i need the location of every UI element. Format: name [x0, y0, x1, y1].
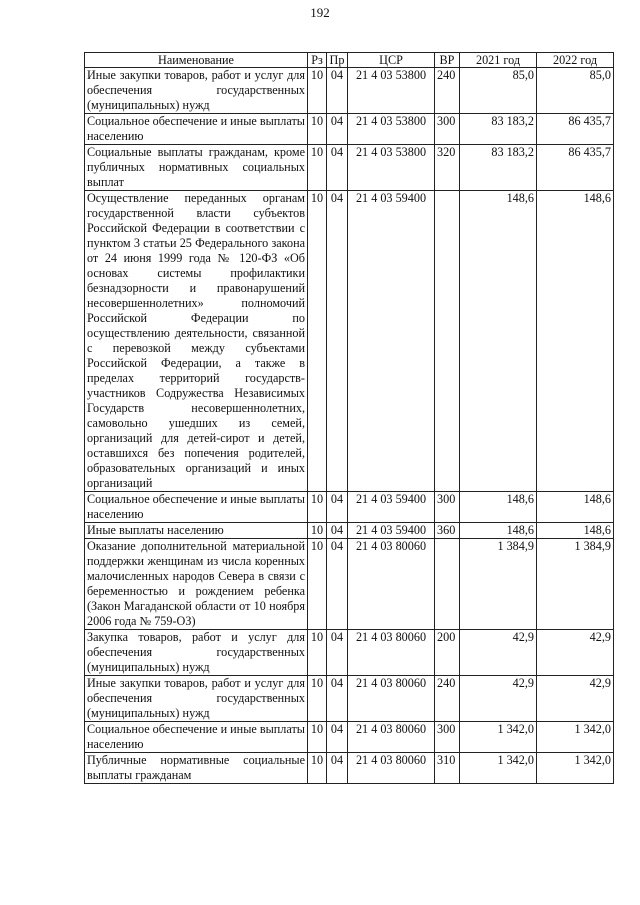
- table-row: [85, 68, 614, 114]
- header-rz: Рз: [308, 53, 327, 68]
- row-2021: 1 384,9: [460, 539, 537, 630]
- row-rz: 10: [308, 722, 327, 753]
- budget-table: [84, 52, 614, 784]
- row-pr: 04: [327, 492, 348, 523]
- row-pr: 04: [327, 676, 348, 722]
- row-name: Осуществление переданных органам государственной власти субъектов Российской Федерации в соответствии с пунктом 3 статьи 25 Федерального закона от 24 июня 1999 года № 120-ФЗ «Об основах системы профилактики безнадзорности и правонарушений несовершеннолетних» полномочий Российской Федерации по осуществлению деятельности, связанной с перевозкой между субъектами Российской Федерации, а также в пределах территорий государств-участников Содружества Независимых Государств несовершеннолетних, самовольно ушедших из семей, организаций для детей-сирот и детей, оставшихся без попечения родителей, образовательных организаций и иных организаций: [85, 191, 308, 492]
- row-rz: 10: [308, 630, 327, 676]
- table-row: [85, 114, 614, 145]
- row-pr: 04: [327, 630, 348, 676]
- row-vr: 310: [435, 753, 460, 784]
- row-2021: 1 342,0: [460, 753, 537, 784]
- header-csr: ЦСР: [348, 53, 435, 68]
- row-2021: 148,6: [460, 492, 537, 523]
- row-pr: 04: [327, 68, 348, 114]
- row-csr: 21 4 03 80060: [348, 539, 435, 630]
- row-pr: 04: [327, 191, 348, 492]
- row-name: Социальное обеспечение и иные выплаты населению: [85, 722, 308, 753]
- row-2022: 42,9: [537, 676, 614, 722]
- row-csr: 21 4 03 59400: [348, 492, 435, 523]
- row-name: Иные выплаты населению: [85, 523, 308, 539]
- table-row: [85, 676, 614, 722]
- row-csr: 21 4 03 80060: [348, 722, 435, 753]
- row-name: Социальное обеспечение и иные выплаты населению: [85, 114, 308, 145]
- row-2021: 148,6: [460, 191, 537, 492]
- row-vr: [435, 191, 460, 492]
- table-row: [85, 539, 614, 630]
- row-csr: 21 4 03 80060: [348, 753, 435, 784]
- row-pr: 04: [327, 114, 348, 145]
- row-2021: 42,9: [460, 630, 537, 676]
- row-rz: 10: [308, 492, 327, 523]
- row-rz: 10: [308, 145, 327, 191]
- row-name: Социальные выплаты гражданам, кроме публичных нормативных социальных выплат: [85, 145, 308, 191]
- row-2022: 1 342,0: [537, 753, 614, 784]
- row-rz: 10: [308, 114, 327, 145]
- row-csr: 21 4 03 59400: [348, 523, 435, 539]
- row-vr: 300: [435, 492, 460, 523]
- row-name: Оказание дополнительной материальной поддержки женщинам из числа коренных малочисленных народов Севера в связи с беременностью и рождением ребенка (Закон Магаданской области от 10 ноября 2006 года № 759-ОЗ): [85, 539, 308, 630]
- row-vr: 240: [435, 68, 460, 114]
- row-pr: 04: [327, 753, 348, 784]
- row-rz: 10: [308, 68, 327, 114]
- row-rz: 10: [308, 191, 327, 492]
- table-row: [85, 753, 614, 784]
- row-name: Иные закупки товаров, работ и услуг для обеспечения государственных (муниципальных) нужд: [85, 676, 308, 722]
- row-name: Иные закупки товаров, работ и услуг для обеспечения государственных (муниципальных) нужд: [85, 68, 308, 114]
- row-name: Публичные нормативные социальные выплаты гражданам: [85, 753, 308, 784]
- row-2022: 148,6: [537, 191, 614, 492]
- table-header-row: [85, 53, 614, 68]
- row-2021: 1 342,0: [460, 722, 537, 753]
- row-rz: 10: [308, 676, 327, 722]
- row-csr: 21 4 03 53800: [348, 68, 435, 114]
- row-csr: 21 4 03 59400: [348, 191, 435, 492]
- row-2022: 86 435,7: [537, 145, 614, 191]
- row-rz: 10: [308, 523, 327, 539]
- row-2022: 1 384,9: [537, 539, 614, 630]
- row-vr: 320: [435, 145, 460, 191]
- row-2021: 83 183,2: [460, 145, 537, 191]
- row-rz: 10: [308, 753, 327, 784]
- row-pr: 04: [327, 523, 348, 539]
- table-row: [85, 630, 614, 676]
- row-vr: 200: [435, 630, 460, 676]
- table-row: [85, 523, 614, 539]
- row-2021: 83 183,2: [460, 114, 537, 145]
- row-pr: 04: [327, 145, 348, 191]
- row-vr: 300: [435, 114, 460, 145]
- table-row: [85, 722, 614, 753]
- row-csr: 21 4 03 53800: [348, 145, 435, 191]
- row-rz: 10: [308, 539, 327, 630]
- row-2022: 148,6: [537, 492, 614, 523]
- header-2022: 2022 год: [537, 53, 614, 68]
- row-2022: 42,9: [537, 630, 614, 676]
- row-vr: [435, 539, 460, 630]
- row-2022: 148,6: [537, 523, 614, 539]
- row-csr: 21 4 03 80060: [348, 676, 435, 722]
- row-name: Закупка товаров, работ и услуг для обеспечения государственных (муниципальных) нужд: [85, 630, 308, 676]
- header-name: Наименование: [85, 53, 308, 68]
- row-vr: 360: [435, 523, 460, 539]
- row-name: Социальное обеспечение и иные выплаты населению: [85, 492, 308, 523]
- row-2022: 1 342,0: [537, 722, 614, 753]
- table-row: [85, 145, 614, 191]
- row-pr: 04: [327, 539, 348, 630]
- header-vr: ВР: [435, 53, 460, 68]
- row-2022: 86 435,7: [537, 114, 614, 145]
- page-number: 192: [310, 5, 330, 20]
- row-2021: 42,9: [460, 676, 537, 722]
- row-2021: 85,0: [460, 68, 537, 114]
- row-vr: 240: [435, 676, 460, 722]
- row-vr: 300: [435, 722, 460, 753]
- row-pr: 04: [327, 722, 348, 753]
- row-2021: 148,6: [460, 523, 537, 539]
- header-2021: 2021 год: [460, 53, 537, 68]
- row-csr: 21 4 03 53800: [348, 114, 435, 145]
- row-2022: 85,0: [537, 68, 614, 114]
- header-pr: Пр: [327, 53, 348, 68]
- row-csr: 21 4 03 80060: [348, 630, 435, 676]
- table-row: [85, 492, 614, 523]
- table-row: [85, 191, 614, 492]
